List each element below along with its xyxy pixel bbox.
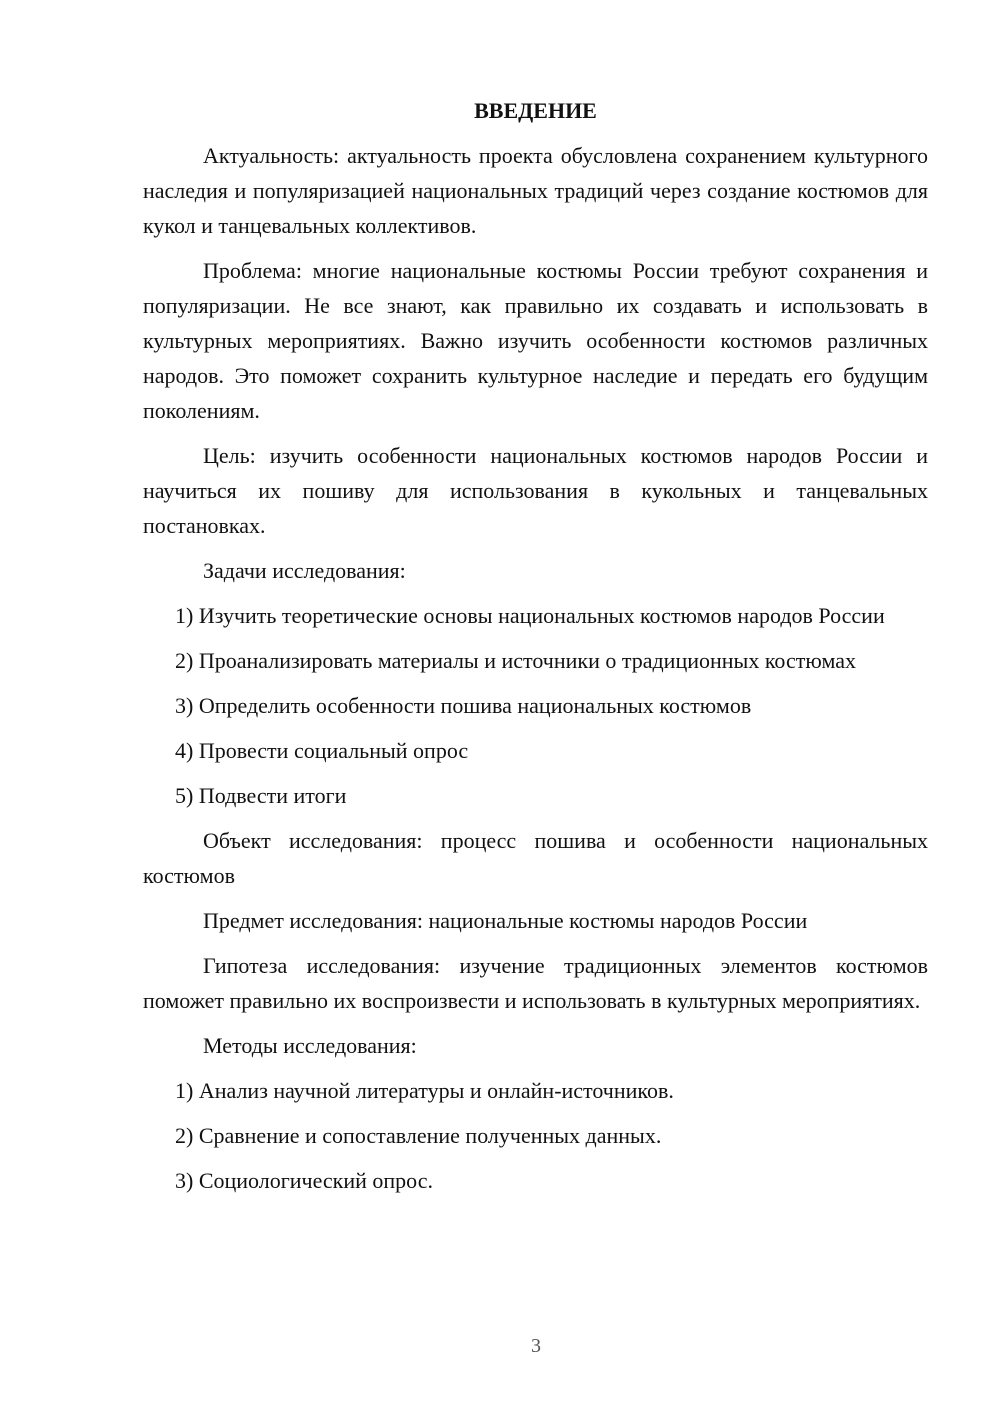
task-item: 2) Проанализировать материалы и источники о традиционных костюмах bbox=[175, 648, 857, 673]
object-paragraph: Объект исследования: процесс пошива и особенности национальных костюмов bbox=[143, 828, 928, 888]
method-item: 1) Анализ научной литературы и онлайн-источников. bbox=[175, 1078, 674, 1103]
subject-paragraph: Предмет исследования: национальные костюмы народов России bbox=[203, 908, 808, 933]
task-item: 1) Изучить теоретические основы национальных костюмов народов России bbox=[175, 603, 885, 628]
page-number: 3 bbox=[531, 1335, 541, 1357]
methods-label: Методы исследования: bbox=[203, 1033, 417, 1058]
problem-paragraph: Проблема: многие национальные костюмы России требуют сохранения и популяризации. Не все знают, как правильно их создавать и использовать в культурных мероприятиях. Важно изучить особенности костюмов различных народов. Это поможет сохранить культурное наследие и передать его будущим поколениям. bbox=[143, 258, 928, 423]
method-item: 3) Социологический опрос. bbox=[175, 1168, 433, 1193]
document-page bbox=[143, 96, 928, 1208]
method-item: 2) Сравнение и сопоставление полученных данных. bbox=[175, 1123, 662, 1148]
task-item: 3) Определить особенности пошива национальных костюмов bbox=[175, 693, 752, 718]
task-item: 4) Провести социальный опрос bbox=[175, 738, 469, 763]
tasks-label: Задачи исследования: bbox=[203, 558, 406, 583]
section-heading: ВВЕДЕНИЕ bbox=[474, 98, 597, 123]
hypothesis-paragraph: Гипотеза исследования: изучение традиционных элементов костюмов поможет правильно их воспроизвести и использовать в культурных мероприятиях. bbox=[143, 953, 928, 1013]
relevance-paragraph: Актуальность: актуальность проекта обусловлена сохранением культурного наследия и популяризацией национальных традиций через создание костюмов для кукол и танцевальных коллективов. bbox=[143, 143, 928, 238]
goal-paragraph: Цель: изучить особенности национальных костюмов народов России и научиться их пошиву для использования в кукольных и танцевальных постановках. bbox=[143, 443, 928, 538]
task-item: 5) Подвести итоги bbox=[175, 783, 347, 808]
